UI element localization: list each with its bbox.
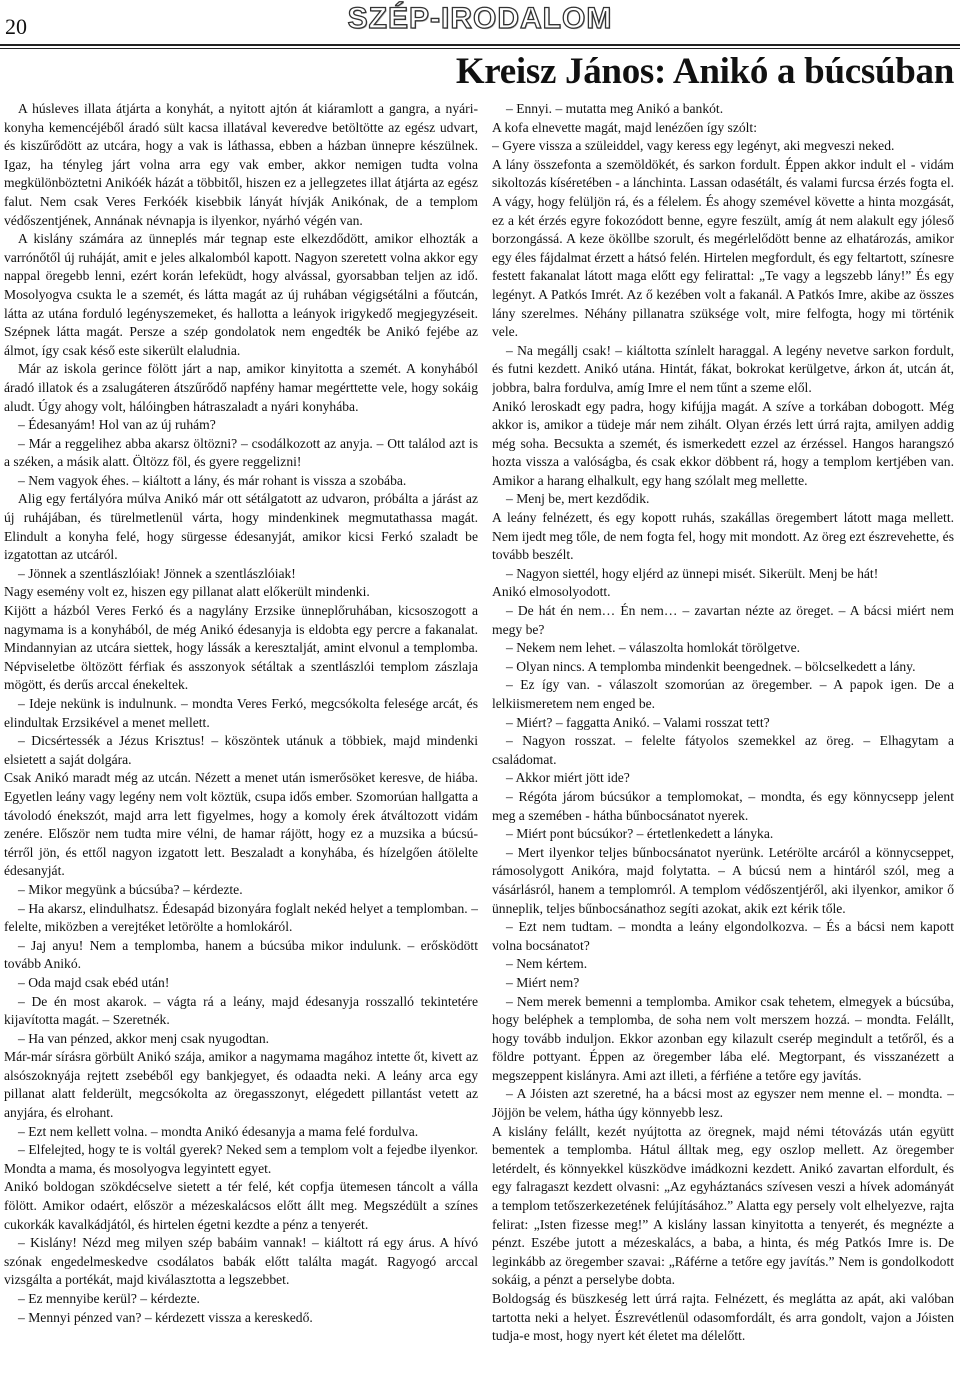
- article-paragraph: – Ha van pénzed, akkor menj csak nyugodtan.: [18, 1030, 270, 1046]
- article-paragraph: – Mennyi pénzed van? – kérdezett vissza a kereskedő.: [18, 1309, 313, 1325]
- article-paragraph: – Nagyon siettél, hogy eljérd az ünnepi misét. Sikerült. Menj be hát!: [506, 565, 879, 581]
- article-paragraph: A húsleves illata átjárta a konyhát, a nyitott ajtón át kiáramlott a gangra, a nyári-konyha kemencéjéből áradó sült kacsa illatával keveredve betöltötte az egész udvart, és kiszűrődött az utcára, hogy a vak is láthassa, ebben a házban ünnepre készülnek. Igaz, ha tényleg járt volna arra egy vak ember, akkor nemigen tudta volna megkülönböztetni Anikóék házát a többitől, hiszen ez a jellegzetes illat átjárta az egész falut. Nem csak Veres Ferkóék kisebbik lányát hívják Anikónak, de a templom védőszentjének, Annának névnapja is ilyenkor, nyárhó végén van.: [4, 101, 478, 228]
- article-paragraph: – Ez mennyibe kerül? – kérdezte.: [18, 1291, 200, 1306]
- article-paragraph: Már az iskola gerince fölött járt a nap, amikor kinyitotta a szemét. A konyhából áradó illatok és a zsalugáteren átszűrődő napfény hamar megérttette vele, hogy sokáig aludt. Úgy ahogy volt, hálóingben hátraszaladt a nyári konyhába.: [4, 361, 478, 414]
- article-paragraph: Alig egy fertályóra múlva Anikó már ott sétálgatott az udvaron, próbálta a járást az új ruhájában, és türelmetlenül várta, hogy mindenkinek megmutathassa magát. Elindult a konyha felé, hogy sürgesse édesanyját, amikor kicsi Ferkó szaladt be izgatottan az utcáról.: [4, 491, 478, 563]
- article-paragraph: – Jönnek a szentlászlóiak! Jönnek a szentlászlóiak!: [18, 565, 296, 581]
- article-paragraph: Csak Anikó maradt még az utcán. Nézett a menet után ismerősöket keresve, de hiába. Egyetlen leány vagy legény nem volt köztük, csupa idős ember. Szomorúan hallgatta a távolodó énekszót, majd arra lett figyelmes, hogy a komoly érek átváltozott vidám zenére. Először nem tudta mire vélni, de hamar rájött, hogy ez a muzsika a búcsú-térről jön, és ettől nagyon izgatott lett. Beszaladt a konyhába, és hízelgően átölelte édesanyját.: [4, 770, 478, 879]
- article-paragraph: – Menj be, mert kezdődik.: [506, 491, 650, 507]
- article-paragraph: A kislány számára az ünneplés már tegnap este elkezdődött, amikor elhozták a varrónőtől új ruháját, amit e jeles alkalomból kapott. Nagyon szeretett volna akkor egy nappal öregebb lenni, ezért korán lefeküdt, hogy alvással, gyorsabban teljen az idő. Mosolyogva csukta le a szemét, és látta magát az új ruhában végigsétálni a főutcán, látta az utána forduló legényszemeket, és hallotta a leányok irigykedő megjegyzéseit. Szépnek látta magát. Persze a szép gondolatok nem engedték be Anikó fejébe az álmot, így csak késő este sikerült elaludnia.: [4, 231, 478, 358]
- article-title: Kreisz János: Anikó a búcsúban: [455, 51, 954, 92]
- header-rule: [0, 44, 960, 46]
- article-paragraph: – Régóta járom búcsúkor a templomokat, – mondta, és egy könnycsepp jelent meg a szemében - hátha bűnbocsánatot nyerek.: [492, 788, 954, 823]
- right-column: [492, 100, 954, 1392]
- article-paragraph: – Miért? – faggatta Anikó. – Valami rosszat tett?: [506, 714, 770, 730]
- article-paragraph: – Na megállj csak! – kiáltotta színlelt haraggal. A legény nevetve sarkon fordult, és futni kezdett. Anikó utána. Hintát, fákat, bokrokat kerülgetve, árkon át, utcán át, jobbra, balra fordulva, amíg Imre el nem tűnt a szeme elől.: [492, 342, 954, 395]
- article-paragraph: – Nekem nem lehet. – válaszolta homlokát törölgetve.: [506, 640, 801, 656]
- article-paragraph: – Nem kértem.: [506, 956, 588, 972]
- article-paragraph: – Nagyon rosszat. – felelte fátyolos szemekkel az öreg. – Elhagytam a családomat.: [492, 733, 954, 767]
- article-paragraph: – A Jóisten azt szeretné, ha a bácsi most az egyszer nem menne el. – mondta. – Jöjjön be velem, hátha úgy könnyebb lesz.: [492, 1086, 954, 1121]
- article-paragraph: – Jaj anyu! Nem a templomba, hanem a búcsúba mikor indulunk. – erősködött tovább Anikó.: [4, 937, 478, 972]
- article-paragraph: Boldogság és büszkeség lett úrrá rajta. Felnézett, és meglátta az apát, aki valóban tartotta neki a helyet. Észrevétlenül odasomfordált, és arra gondolt, vajon a Jóisten tudja-e most, hogy nyert két életet ma délelőtt.: [492, 1291, 954, 1344]
- left-column: [4, 100, 478, 1392]
- article-paragraph: – Már a reggelihez abba akarsz öltözni? – csodálkozott az anyja. – Ott találod azt is a széken, a másik alatt. Öltözz föl, és gyere reggelizni!: [4, 435, 478, 470]
- article-paragraph: – Oda majd csak ebéd után!: [18, 974, 170, 990]
- article-paragraph: – Miért nem?: [506, 974, 580, 990]
- article-paragraph: – Nem merek bemenni a templomba. Amikor csak tehetem, elmegyek a búcsúba, hogy beléphek a templomba, de soha nem volt merszem hozzá. – mondta. Felállt, hogy tovább induljon. Ekkor azonban egy kilazult cserép megindult a tetőről, és a földre pottyant. Éppen az öregember lába elé. Megtorpant, és visszanézett a megszeppent kislányra. Ami azt illeti, a férfiéne a tetőre egy javítás.: [492, 993, 954, 1083]
- article-paragraph: A lány összefonta a szemöldökét, és sarkon fordult. Éppen akkor indult el - vidám sikoltozás kíséretében - a lánchinta. Lassan odasétált, és valami furcsa érzés fogta el. A vágy, hogy felüljön rá, és a félelem. És ahogy szemével követte a hinta mozgását, ez a két érzés egyre fokozódott benne, egyre feszült, amíg át nem alakult egy jóleső borzongássá. A keze ököllbe szorult, és megérlelődött benne az elhatározás, amikor egy éles fájdalmat érzett a hátsó felén. Hirtelen megfordult, és egy feltartott, színesre festett fakanalat látott maga előtt egy felirattal: „Te vagy a legszebb lány!” És egy legényt. A Patkós Imrét. Az ő kezében volt a fakanál. A Patkós Imre, akibe az összes lány szerelmes. Néhány pillanatra szüksége volt, mire felfogta, hogy mi történik vele.: [492, 156, 954, 340]
- article-paragraph: Kijött a házból Veres Ferkó és a nagylány Erzsike ünneplőruhában, kicsoszogott a nagymama is a konyhából, de még Anikó édesanyja is eldobta egy percre a fakanalat. Mindannyian az utcára siettek, hogy lássák a keresztalját, amint elvonul a templomba. Népviseletbe öltözött férfiak és asszonyok sétáltak a szentlászlói templom zászlaja mögött, és derűs arccal énekeltek.: [4, 603, 478, 693]
- article-paragraph: – De hát én nem… Én nem… – zavartan nézte az öreget. – A bácsi miért nem megy be?: [492, 603, 954, 637]
- article-paragraph: – Akkor miért jött ide?: [506, 770, 630, 786]
- header-rule-thin: [0, 48, 960, 49]
- article-paragraph: – Ezt nem kellett volna. – mondta Anikó édesanyja a mama felé fordulva.: [18, 1123, 419, 1139]
- article-paragraph: – Mert ilyenkor teljes bűnbocsánatot nyerünk. Letérölte arcáról a könnycseppet, rámosolygott Anikóra, majd folytatta. – A búcsú nem a hintáról szól, meg a vásárlásról, hanem a templomról. A templom védőszentjéről, aki ilyenkor, amikor ő ünneplik, teljes bűnbocsánathoz segíti azokat, akik ezt kérik tőle.: [492, 844, 954, 916]
- article-paragraph: – Miért pont búcsúkor? – értetlenkedett a lányka.: [506, 826, 774, 842]
- article-paragraph: – Ennyi. – mutatta meg Anikó a bankót.: [506, 101, 724, 116]
- article-paragraph: – Gyere vissza a szüleiddel, vagy keress egy legényt, aki megveszi neked.: [492, 138, 895, 154]
- article-paragraph: Nagy esemény volt ez, hiszen egy pillanat alatt előkerült mindenki.: [4, 584, 370, 600]
- article-paragraph: A leány felnézett, és egy kopott ruhás, szakállas öregembert látott maga mellett. Nem ijedt meg tőle, de nem fogta fel, hogy mit mondott. Az öreg ezt észrevehette, és tovább beszélt.: [492, 510, 954, 563]
- article-paragraph: – Ez így van. - válaszolt szomorúan az öregember. – A papok igen. De a lelkiismeretem nem enged be.: [492, 677, 954, 711]
- page-header: [0, 0, 960, 52]
- article-paragraph: – Olyan nincs. A templomba mindenkit beengednek. – bölcselkedett a lány.: [506, 658, 916, 674]
- article-paragraph: – Ha akarsz, elindulhatsz. Édesapád bizonyára foglalt nekéd helyet a templomban. – felelte, miközben a verejtéket letörölte a homlokáról.: [4, 900, 478, 935]
- article-paragraph: – Nem vagyok éhes. – kiáltott a lány, és már rohant is vissza a szobába.: [18, 472, 407, 488]
- article-paragraph: – Ideje nekünk is indulnunk. – mondta Veres Ferkó, megcsókolta felesége arcát, és elindultak Erzsikével a menet mellett.: [4, 696, 478, 730]
- page-number: 20: [5, 14, 27, 39]
- article-paragraph: – Ezt nem tudtam. – mondta a leány elgondolkozva. – És a bácsi nem kapott volna bocsánatot?: [492, 919, 954, 953]
- article-paragraph: – Édesanyám! Hol van az új ruhám?: [18, 417, 216, 433]
- article-paragraph: Már-már sírásra görbült Anikó szája, amikor a nagymama magához intette őt, kivett az alsószoknyája rejtett zsebéből egy bankjegyet, és odaadta neki. A leány arca egy pillanat alatt felderült, megcsókolta az öregasszonyt, elégedett pillantást vetett az anyjára, és elrohant.: [4, 1049, 478, 1121]
- article-paragraph: A kofa elnevette magát, majd lenézően így szólt:: [492, 119, 757, 135]
- section-title: SZÉP-IRODALOM: [347, 2, 613, 35]
- article-paragraph: Anikó leroskadt egy padra, hogy kifújja magát. A szíve a torkában dobogott. Még akkor is, amikor a tüdeje már nem zihált. Olyan érzés lett úrrá rajta, amilyen addig még soha. Becsukta a szemét, és ismerkedett ezzel az érzéssel. Hangos harangszó hozta vissza a valóságba, és csak ekkor döbbent rá, hogy a templom kertjében van. Amikor a harang elhalkult, egy hang szólalt meg mellette.: [492, 398, 954, 488]
- article-paragraph: Anikó elmosolyodott.: [492, 584, 611, 600]
- article-paragraph: – De én most akarok. – vágta rá a leány, majd édesanyja rosszalló tekintetére kijavította magát. – Szeretnék.: [4, 993, 478, 1028]
- article-paragraph: – Kislány! Nézd meg milyen szép babáim vannak! – kiáltott rá egy árus. A hívó szónak engedelmeskedve csodálatos babák előtt találta magát. Ragyogó arccal vizsgálta a portékát, majd kiválasztotta a legszebbet.: [4, 1235, 478, 1288]
- article-paragraph: – Elfelejted, hogy te is voltál gyerek? Neked sem a templom volt a fejedbe ilyenkor. Mondta a mama, és mosolyogva legyintett egyet.: [4, 1142, 478, 1176]
- article-paragraph: – Dicsértessék a Jézus Krisztus! – köszöntek utánuk a többiek, majd mindenki elsietett a saját dolgára.: [4, 733, 478, 767]
- article-paragraph: – Mikor megyünk a búcsúba? – kérdezte.: [18, 881, 243, 897]
- article-paragraph: A kislány felállt, kezét nyújtotta az öregnek, majd némi tétovázás után együtt bementek a templomba. Hátul álltak meg, egy oszlop mellett. Az öregember letérdelt, és könnyekkel küszködve imádkozni kezdett. Anikó zavartan elfordult, és egy falragaszt kezdett olvasni: „Az egyháztanács szívesen veszi a hívek adományát a templom tetőszerkezetének felújításához.” Alatta egy persely volt elhelyezve, rajta felirat: „Isten fizesse meg!” A kislány lassan kinyitotta a tenyerét, és megnézte a pénzt. Eszébe jutott a mézeskalács, a baba, a hinta, és még Patkós Imre is. De leginkább az öregember szavai: „Ráférne a tetőre egy javítás.” Nem is gondolkodott sokáig, a pénzt a perselybe dobta.: [492, 1123, 954, 1288]
- article-paragraph: Anikó boldogan szökdécselve sietett a tér felé, két copfja ütemesen táncolt a válla fölött. Amikor odaért, először a mézeskalácsos előtt állt meg. Megszédült a színes cukorkák kavalkádjától, és hirtelen égetni kezdte a pénz a tenyerét.: [4, 1179, 478, 1232]
